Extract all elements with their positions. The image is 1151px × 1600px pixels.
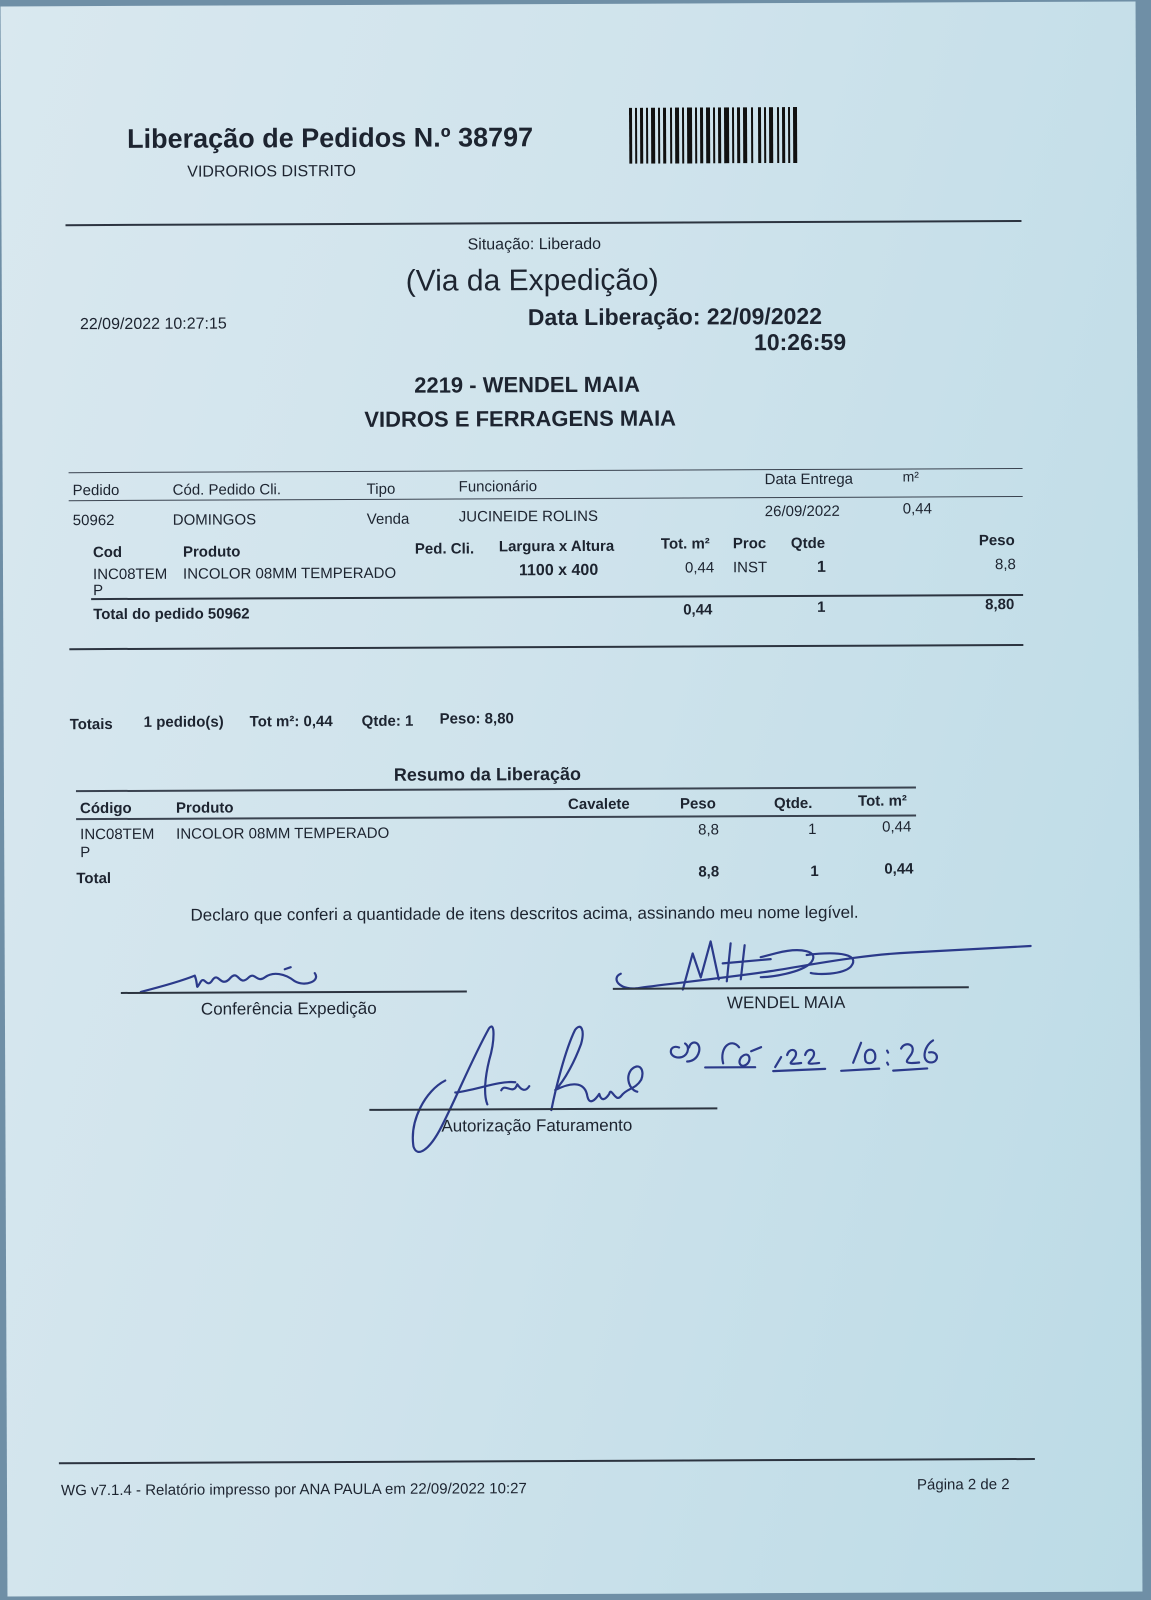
item-header-qtde: Qtde bbox=[790, 534, 826, 553]
order-number: 50962 bbox=[72, 511, 115, 530]
order-m2: 0,44 bbox=[902, 500, 932, 518]
col-header-tipo: Tipo bbox=[366, 480, 396, 498]
item-header-tot-m2: Tot. m² bbox=[660, 535, 710, 553]
client-company: VIDROS E FERRAGENS MAIA bbox=[364, 405, 677, 432]
col-header-cod-pedido-cli: Cód. Pedido Cli. bbox=[172, 481, 282, 499]
order-total-m2: 0,44 bbox=[683, 601, 713, 619]
totals-orders: 1 pedido(s) bbox=[143, 713, 224, 731]
copy-label: (Via da Expedição) bbox=[405, 263, 659, 298]
summary-code-line1: INC08TEM bbox=[80, 825, 155, 844]
document-page bbox=[1, 2, 1143, 1597]
barcode bbox=[629, 107, 801, 164]
item-header-ped-cli: Ped. Cli. bbox=[414, 540, 475, 558]
summary-title: Resumo da Liberação bbox=[393, 763, 581, 785]
totals-m2: Tot m²: 0,44 bbox=[249, 713, 333, 731]
order-table-bottom-line bbox=[69, 644, 1023, 650]
col-header-m2: m² bbox=[902, 468, 919, 485]
item-header-peso: Peso bbox=[978, 532, 1015, 550]
totals-qtde: Qtde: 1 bbox=[361, 712, 414, 730]
item-header-dimensions: Largura x Altura bbox=[498, 537, 615, 556]
order-delivery-date: 26/09/2022 bbox=[764, 502, 840, 521]
header-divider bbox=[65, 220, 1021, 226]
summary-qtde: 1 bbox=[808, 820, 817, 838]
declaration-text: Declaro que conferi a quantidade de itens descritos acima, assinando meu nome legível. bbox=[190, 902, 859, 925]
client-code-name: 2219 - WENDEL MAIA bbox=[414, 371, 640, 398]
order-total-peso: 8,80 bbox=[985, 596, 1015, 614]
summary-header-peso: Peso bbox=[679, 795, 716, 813]
company-name: VIDRORIOS DISTRITO bbox=[187, 162, 356, 181]
handwritten-date bbox=[665, 1026, 965, 1079]
order-employee: JUCINEIDE ROLINS bbox=[458, 507, 599, 526]
item-code-line2: P bbox=[93, 582, 104, 600]
summary-m2: 0,44 bbox=[882, 818, 912, 836]
release-time: 10:26:59 bbox=[753, 328, 847, 356]
item-header-cod: Cod bbox=[92, 543, 123, 562]
item-peso: 8,8 bbox=[994, 556, 1016, 574]
item-total-line bbox=[91, 594, 1023, 600]
col-header-data-entrega: Data Entrega bbox=[764, 470, 854, 489]
summary-total-label: Total bbox=[76, 870, 112, 888]
summary-code-line2: P bbox=[80, 844, 91, 862]
situation-label: Situação: Liberado bbox=[467, 235, 602, 254]
totals-label: Totais bbox=[69, 716, 113, 734]
summary-header-qtde: Qtde. bbox=[773, 794, 813, 813]
item-code-line1: INC08TEM bbox=[92, 565, 168, 584]
printed-datetime: 22/09/2022 10:27:15 bbox=[79, 315, 227, 334]
summary-product: INCOLOR 08MM TEMPERADO bbox=[176, 824, 390, 843]
item-tot-m2: 0,44 bbox=[684, 559, 715, 577]
item-proc: INST bbox=[732, 559, 768, 577]
order-type: Venda bbox=[366, 510, 410, 528]
footer-divider bbox=[59, 1458, 1035, 1464]
summary-total-qtde: 1 bbox=[810, 862, 819, 880]
summary-weight: 8,8 bbox=[698, 821, 720, 839]
item-header-proc: Proc bbox=[732, 535, 767, 553]
order-table-top-line bbox=[69, 468, 1023, 473]
client-signature-label: WENDEL MAIA bbox=[726, 992, 846, 1013]
summary-top-line bbox=[76, 786, 916, 791]
document-title: Liberação de Pedidos N.º 38797 bbox=[127, 122, 534, 154]
order-total-qtde: 1 bbox=[817, 598, 826, 616]
col-header-pedido: Pedido bbox=[72, 481, 120, 500]
totals-weight: Peso: 8,80 bbox=[439, 710, 514, 728]
item-header-produto: Produto bbox=[182, 543, 241, 561]
autorizacao-label: Autorização Faturamento bbox=[441, 1115, 633, 1136]
summary-header-codigo: Código bbox=[80, 799, 132, 818]
summary-header-cavalete: Cavalete bbox=[567, 795, 630, 814]
summary-header-produto: Produto bbox=[175, 799, 234, 817]
autorizacao-signature bbox=[405, 1020, 666, 1161]
item-product: INCOLOR 08MM TEMPERADO bbox=[182, 564, 397, 583]
order-client-code: DOMINGOS bbox=[172, 511, 257, 529]
summary-total-weight: 8,8 bbox=[698, 863, 720, 881]
release-date: Data Liberação: 22/09/2022 bbox=[527, 302, 823, 331]
summary-header-tot-m2: Tot. m² bbox=[857, 792, 907, 810]
footer-page-number: Página 2 de 2 bbox=[916, 1476, 1010, 1494]
order-total-label: Total do pedido 50962 bbox=[93, 605, 250, 624]
conferencia-label: Conferência Expedição bbox=[200, 998, 377, 1019]
item-qtde: 1 bbox=[816, 558, 826, 576]
col-header-funcionario: Funcionário bbox=[458, 478, 538, 496]
summary-total-m2: 0,44 bbox=[884, 860, 914, 878]
item-dimensions: 1100 x 400 bbox=[518, 561, 599, 580]
footer-printed-by: WG v7.1.4 - Relatório impresso por ANA PAULA em 22/09/2022 10:27 bbox=[60, 1480, 527, 1500]
